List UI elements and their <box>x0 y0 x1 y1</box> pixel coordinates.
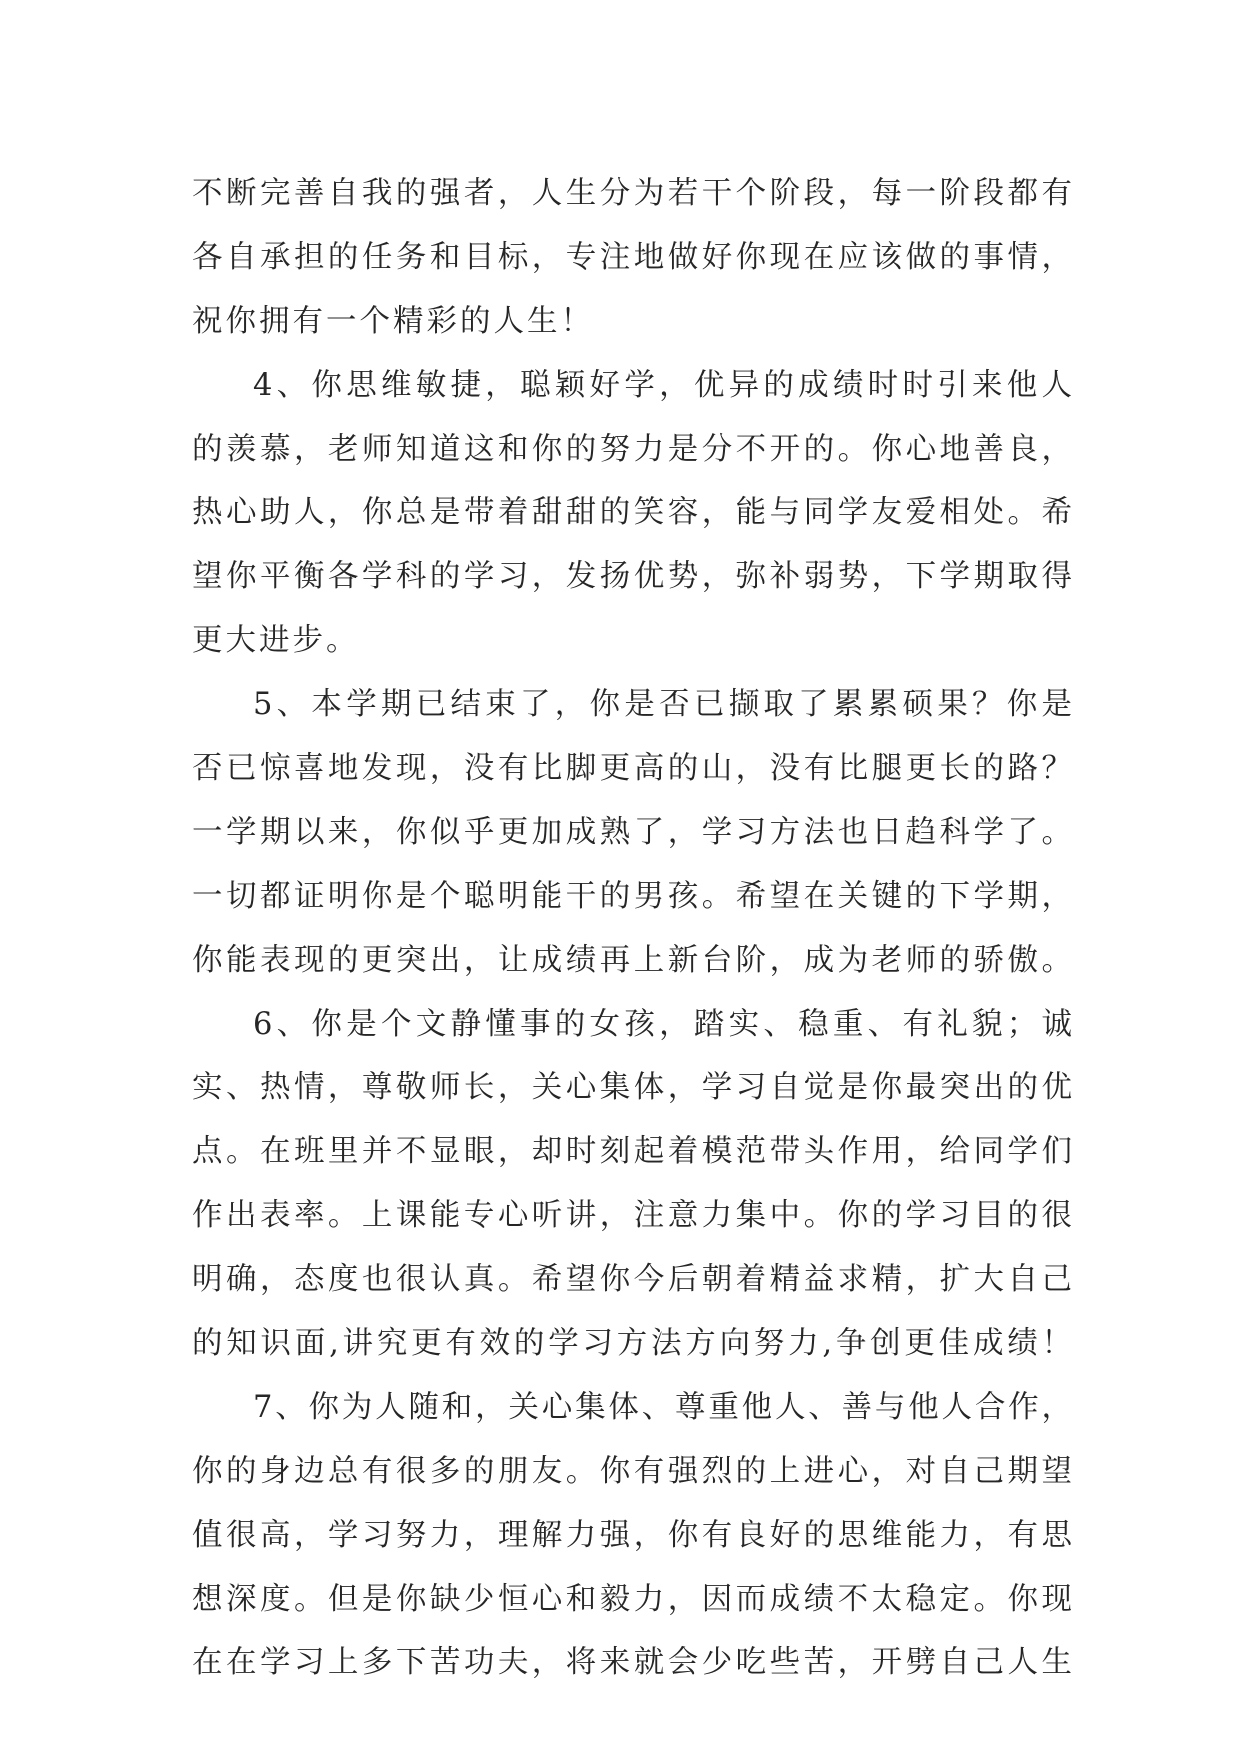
text-line: 一切都证明你是个聪明能干的男孩。希望在关键的下学期， <box>192 878 1072 914</box>
body-text <box>192 162 1072 1695</box>
text-line: 祝你拥有一个精彩的人生！ <box>192 303 594 339</box>
text-line: 的羡慕，老师知道这和你的努力是分不开的。你心地善良， <box>192 431 1072 467</box>
text-line: 一学期以来，你似乎更加成熟了，学习方法也日趋科学了。 <box>192 814 1072 850</box>
text-line: 热心助人，你总是带着甜甜的笑容，能与同学友爱相处。希 <box>192 495 1072 531</box>
text-line: 作出表率。上课能专心听讲，注意力集中。你的学习目的很 <box>192 1198 1072 1234</box>
text-line: 各自承担的任务和目标，专注地做好你现在应该做的事情， <box>192 239 1072 275</box>
text-line: 的知识面,讲究更有效的学习方法方向努力,争创更佳成绩！ <box>192 1326 1072 1362</box>
text-line: 7、你为人随和，关心集体、尊重他人、善与他人合作， <box>253 1389 1072 1425</box>
text-line: 望你平衡各学科的学习，发扬优势，弥补弱势，下学期取得 <box>192 559 1072 595</box>
text-line: 点。在班里并不显眼，却时刻起着模范带头作用，给同学们 <box>192 1134 1072 1170</box>
text-line: 值很高，学习努力，理解力强，你有良好的思维能力，有思 <box>192 1517 1072 1553</box>
text-line: 想深度。但是你缺少恒心和毅力，因而成绩不太稳定。你现 <box>192 1581 1072 1617</box>
text-line: 4、你思维敏捷，聪颖好学，优异的成绩时时引来他人 <box>253 367 1072 403</box>
text-line: 5、本学期已结束了，你是否已撷取了累累硕果？你是 <box>253 687 1072 723</box>
text-line: 你能表现的更突出，让成绩再上新台阶，成为老师的骄傲。 <box>192 942 1072 978</box>
text-line: 实、热情，尊敬师长，关心集体，学习自觉是你最突出的优 <box>192 1070 1072 1106</box>
text-line: 在在学习上多下苦功夫，将来就会少吃些苦，开劈自己人生 <box>192 1645 1072 1681</box>
text-line: 否已惊喜地发现，没有比脚更高的山，没有比腿更长的路？ <box>192 751 1072 787</box>
text-line: 更大进步。 <box>192 623 360 659</box>
text-line: 不断完善自我的强者，人生分为若干个阶段，每一阶段都有 <box>192 176 1072 211</box>
text-line: 6、你是个文静懂事的女孩，踏实、稳重、有礼貌；诚 <box>253 1006 1072 1042</box>
text-line: 你的身边总有很多的朋友。你有强烈的上进心，对自己期望 <box>192 1453 1072 1489</box>
text-line: 明确，态度也很认真。希望你今后朝着精益求精，扩大自己 <box>192 1262 1072 1298</box>
